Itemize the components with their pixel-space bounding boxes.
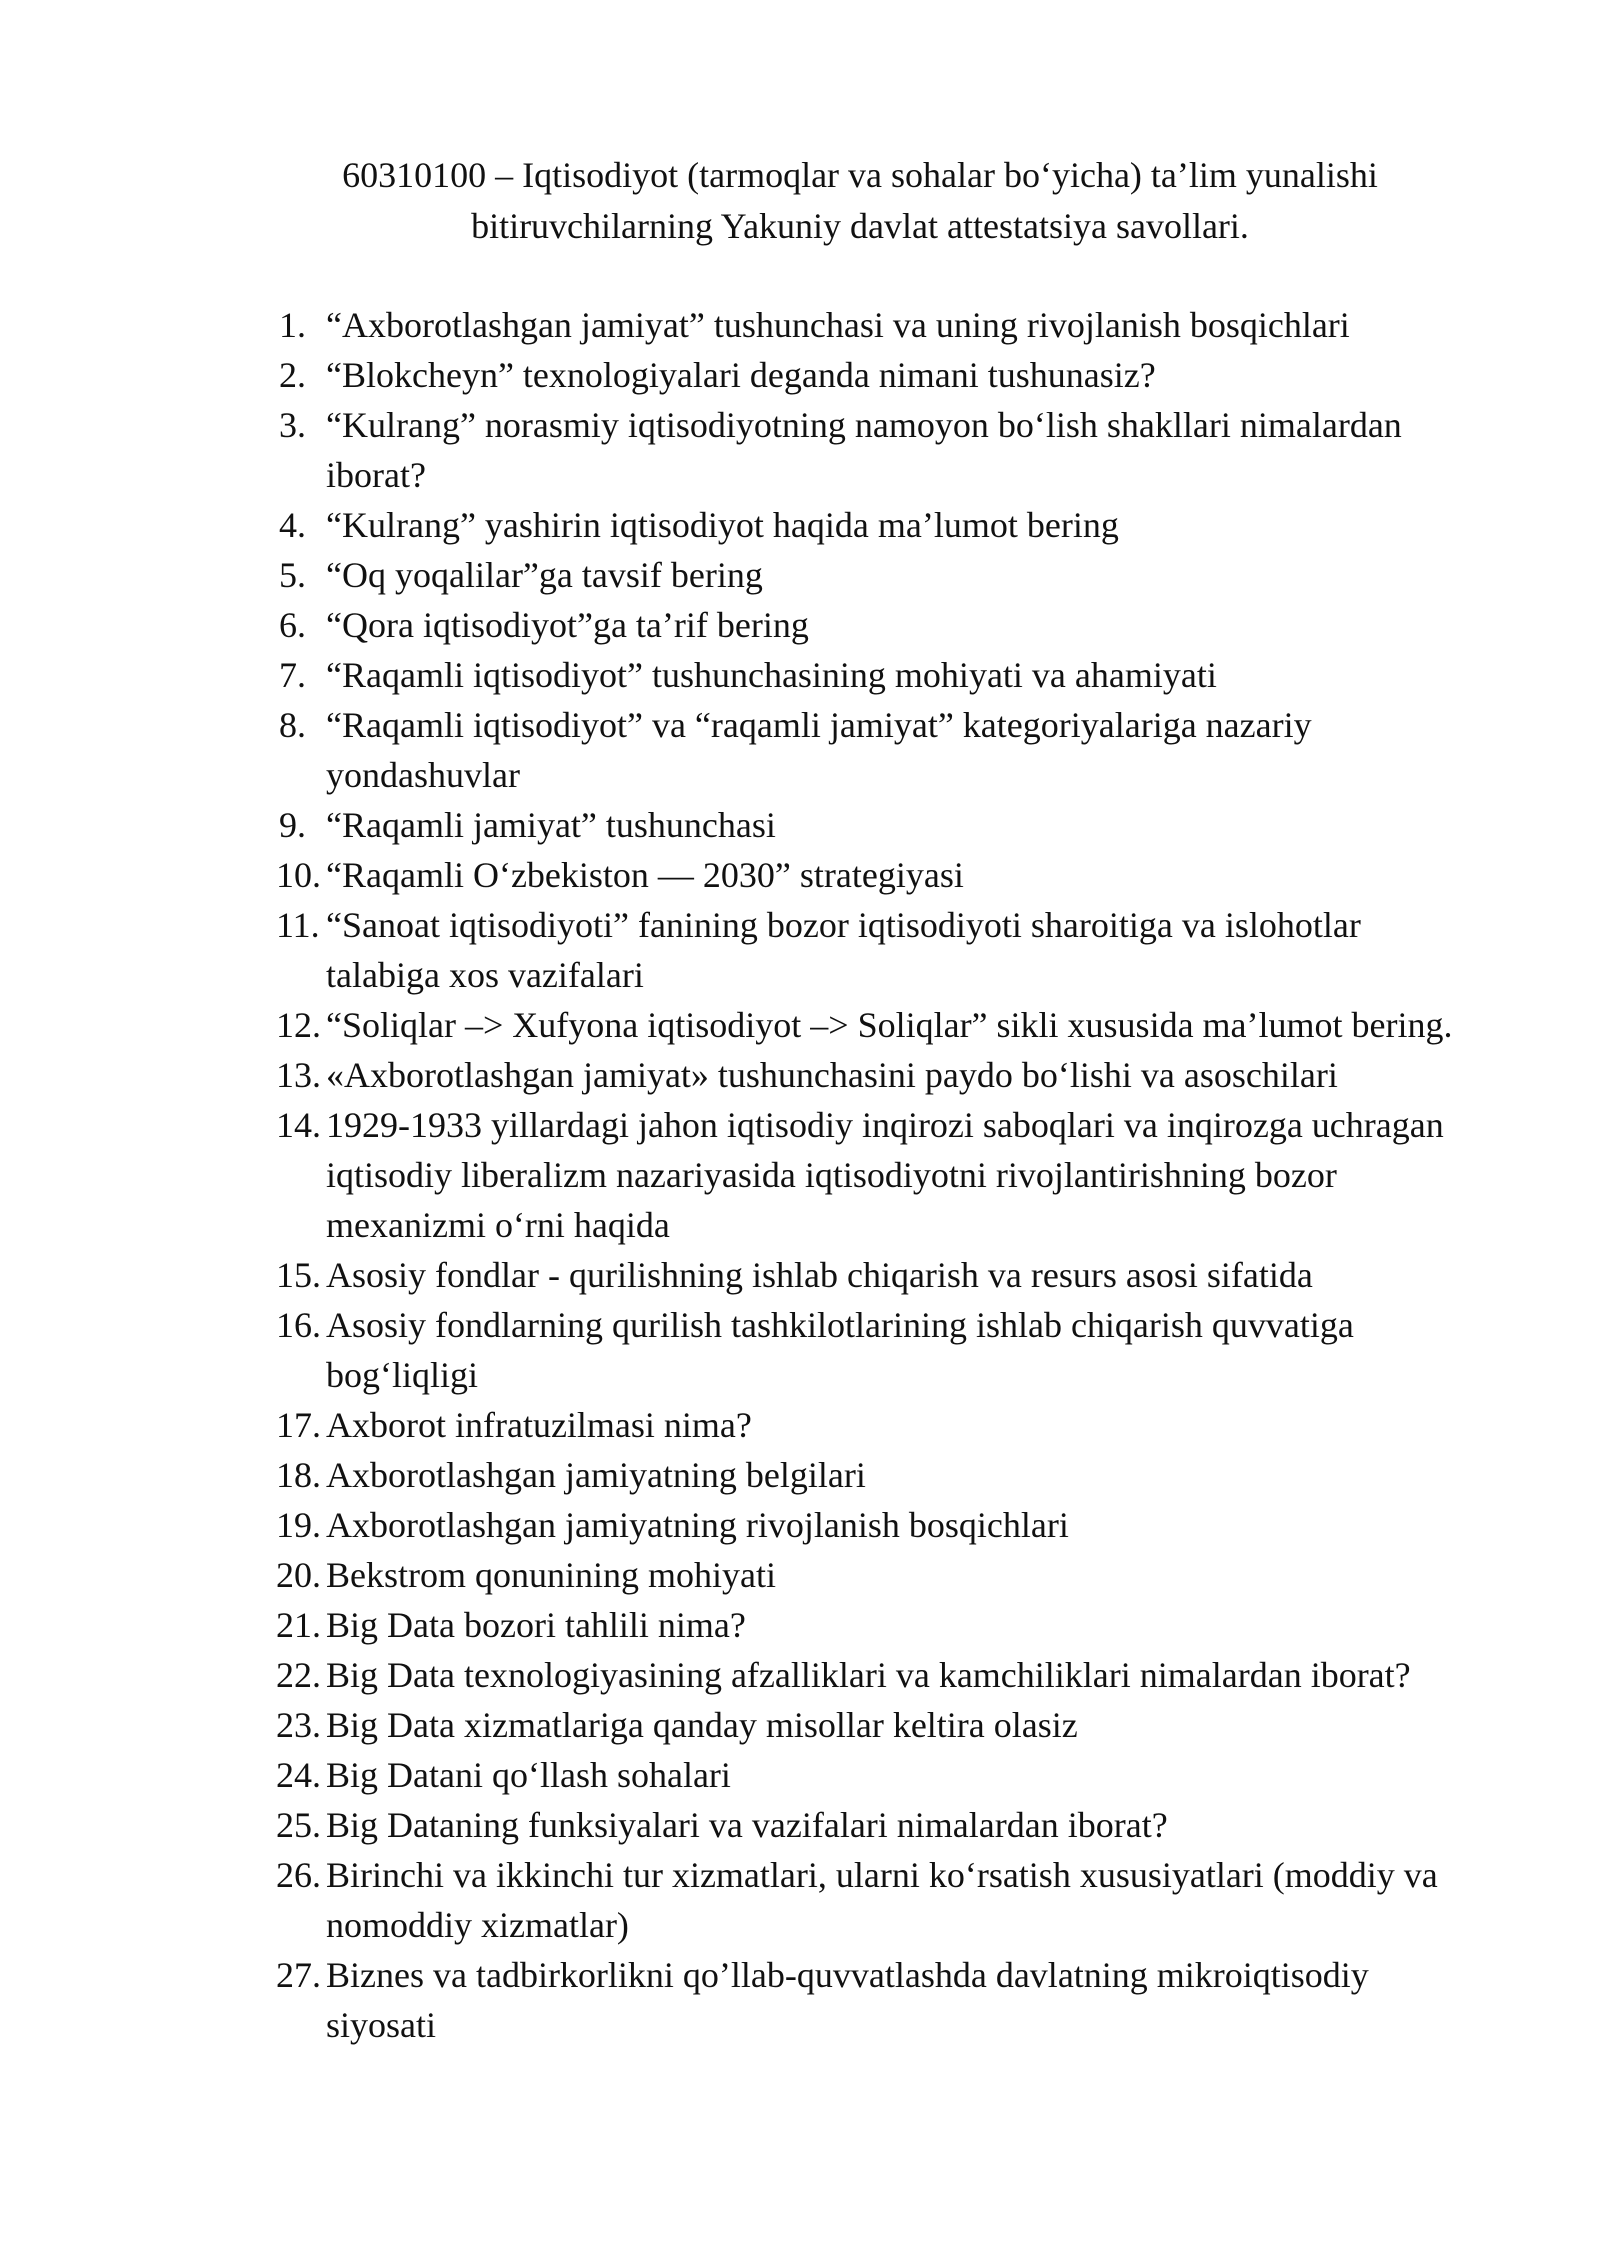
- question-number: 22.: [276, 1655, 321, 1695]
- question-item: [276, 650, 1476, 700]
- question-item: [276, 1300, 1476, 1400]
- question-number: 4.: [279, 505, 306, 545]
- question-number: 21.: [276, 1605, 321, 1645]
- question-list: [276, 300, 1476, 2050]
- question-number: 2.: [279, 355, 306, 395]
- question-item: [276, 1000, 1476, 1050]
- question-number: 6.: [279, 605, 306, 645]
- question-text: “Kulrang” yashirin iqtisodiyot haqida ma’lumot bering: [326, 505, 1119, 545]
- document-title: [200, 150, 1520, 252]
- question-text: Big Datani qo‘llash sohalari: [326, 1755, 731, 1795]
- question-item: [276, 1700, 1476, 1750]
- question-text: Big Data bozori tahlili nima?: [326, 1605, 746, 1645]
- question-number: 20.: [276, 1555, 321, 1595]
- question-item: [276, 1450, 1476, 1500]
- title-line-1: 60310100 – Iqtisodiyot (tarmoqlar va sohalar bo‘yicha) ta’lim yunalishi: [342, 155, 1378, 195]
- question-item: [276, 500, 1476, 550]
- question-text: “Blokcheyn” texnologiyalari deganda nimani tushunasiz?: [326, 355, 1156, 395]
- question-item: [276, 1250, 1476, 1300]
- question-item: [276, 1650, 1476, 1700]
- question-text: “Raqamli iqtisodiyot” va “raqamli jamiyat” kategoriyalariga nazariy yondashuvlar: [326, 705, 1312, 795]
- question-item: [276, 600, 1476, 650]
- question-text: Big Data texnologiyasining afzalliklari va kamchiliklari nimalardan iborat?: [326, 1655, 1411, 1695]
- question-number: 18.: [276, 1455, 321, 1495]
- question-text: Big Data xizmatlariga qanday misollar keltira olasiz: [326, 1705, 1078, 1745]
- question-text: Asosiy fondlar - qurilishning ishlab chiqarish va resurs asosi sifatida: [326, 1255, 1313, 1295]
- question-item: [276, 350, 1476, 400]
- question-item: [276, 1400, 1476, 1450]
- question-number: 26.: [276, 1855, 321, 1895]
- question-number: 23.: [276, 1705, 321, 1745]
- question-text: “Kulrang” norasmiy iqtisodiyotning namoyon bo‘lish shakllari nimalardan iborat?: [326, 405, 1402, 495]
- question-item: [276, 1950, 1476, 2050]
- question-item: [276, 1050, 1476, 1100]
- question-text: “Soliqlar –> Xufyona iqtisodiyot –> Soliqlar” sikli xususida ma’lumot bering.: [326, 1005, 1453, 1045]
- question-number: 10.: [276, 855, 321, 895]
- question-number: 13.: [276, 1055, 321, 1095]
- question-number: 7.: [279, 655, 306, 695]
- question-text: Axborotlashgan jamiyatning rivojlanish bosqichlari: [326, 1505, 1069, 1545]
- question-text: Axborot infratuzilmasi nima?: [326, 1405, 752, 1445]
- question-number: 25.: [276, 1805, 321, 1845]
- question-item: [276, 1800, 1476, 1850]
- question-number: 17.: [276, 1405, 321, 1445]
- question-number: 3.: [279, 405, 306, 445]
- question-text: «Axborotlashgan jamiyat» tushunchasini paydo bo‘lishi va asoschilari: [326, 1055, 1338, 1095]
- title-line-2: bitiruvchilarning Yakuniy davlat attestatsiya savollari.: [471, 206, 1249, 246]
- question-text: Big Dataning funksiyalari va vazifalari nimalardan iborat?: [326, 1805, 1168, 1845]
- question-number: 1.: [279, 305, 306, 345]
- question-number: 5.: [279, 555, 306, 595]
- question-text: “Axborotlashgan jamiyat” tushunchasi va uning rivojlanish bosqichlari: [326, 305, 1350, 345]
- question-number: 24.: [276, 1755, 321, 1795]
- question-text: “Raqamli jamiyat” tushunchasi: [326, 805, 776, 845]
- question-number: 12.: [276, 1005, 321, 1045]
- question-number: 16.: [276, 1305, 321, 1345]
- question-item: [276, 1750, 1476, 1800]
- question-number: 8.: [279, 705, 306, 745]
- question-item: [276, 1500, 1476, 1550]
- question-text: “Qora iqtisodiyot”ga ta’rif bering: [326, 605, 809, 645]
- question-text: “Oq yoqalilar”ga tavsif bering: [326, 555, 763, 595]
- question-number: 9.: [279, 805, 306, 845]
- question-number: 19.: [276, 1505, 321, 1545]
- question-text: Birinchi va ikkinchi tur xizmatlari, ularni ko‘rsatish xususiyatlari (moddiy va nomoddiy xizmatlar): [326, 1855, 1438, 1945]
- question-number: 11.: [276, 905, 320, 945]
- question-text: “Raqamli O‘zbekiston — 2030” strategiyasi: [326, 855, 964, 895]
- question-text: Axborotlashgan jamiyatning belgilari: [326, 1455, 866, 1495]
- question-text: “Raqamli iqtisodiyot” tushunchasining mohiyati va ahamiyati: [326, 655, 1217, 695]
- question-text: 1929-1933 yillardagi jahon iqtisodiy inqirozi saboqlari va inqirozga uchragan iqtisodiy liberalizm nazariyasida iqtisodiyotni rivojlantirishning bozor mexanizmi o‘rni haqida: [326, 1105, 1444, 1245]
- question-item: [276, 1850, 1476, 1950]
- question-text: Biznes va tadbirkorlikni qo’llab-quvvatlashda davlatning mikroiqtisodiy siyosati: [326, 1955, 1369, 2045]
- question-item: [276, 850, 1476, 900]
- question-item: [276, 700, 1476, 800]
- question-text: Asosiy fondlarning qurilish tashkilotlarining ishlab chiqarish quvvatiga bog‘liqligi: [326, 1305, 1354, 1395]
- question-item: [276, 1600, 1476, 1650]
- question-number: 27.: [276, 1955, 321, 1995]
- question-number: 15.: [276, 1255, 321, 1295]
- question-item: [276, 300, 1476, 350]
- question-text: Bekstrom qonunining mohiyati: [326, 1555, 776, 1595]
- question-item: [276, 900, 1476, 1000]
- question-item: [276, 800, 1476, 850]
- question-item: [276, 1100, 1476, 1250]
- question-text: “Sanoat iqtisodiyoti” fanining bozor iqtisodiyoti sharoitiga va islohotlar talabiga xos vazifalari: [326, 905, 1361, 995]
- question-item: [276, 550, 1476, 600]
- question-number: 14.: [276, 1105, 321, 1145]
- question-item: [276, 1550, 1476, 1600]
- question-item: [276, 400, 1476, 500]
